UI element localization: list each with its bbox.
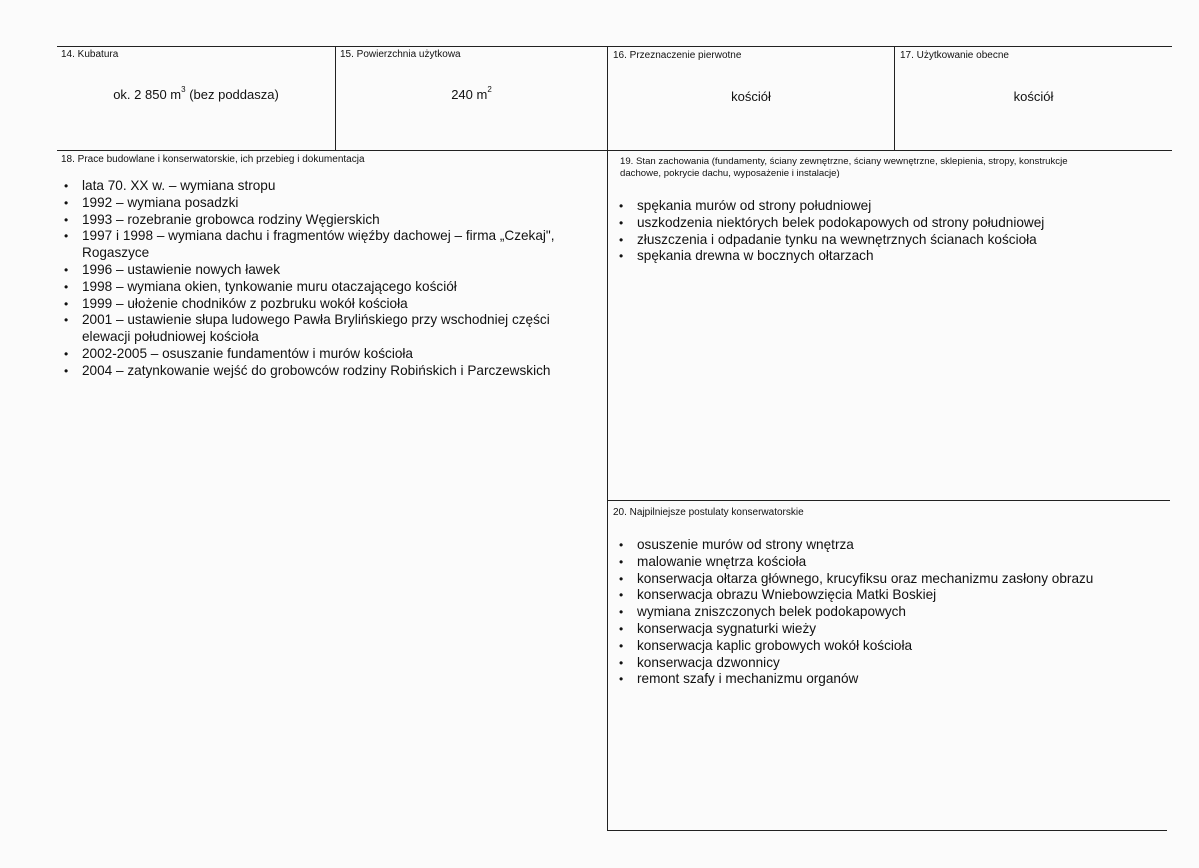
field-14-value-main: ok. 2 850 m — [113, 87, 182, 102]
field-14-value — [57, 87, 335, 102]
list-item: • wymiana zniszczonych belek podokapowych — [617, 604, 1169, 621]
list-item: • 2002-2005 – osuszanie fundamentów i murów kościoła — [62, 346, 587, 363]
list-item: • lata 70. XX w. – wymiana stropu — [62, 178, 587, 195]
list-item: • konserwacja kaplic grobowych wokół kościoła — [617, 638, 1169, 655]
list-item: • malowanie wnętrza kościoła — [617, 554, 1169, 571]
field-20-list — [617, 537, 1169, 688]
field-15-value — [336, 87, 607, 102]
rule-right-split — [607, 500, 1170, 501]
rule-col2 — [607, 46, 608, 831]
field-15-value-exponent: 2 — [487, 85, 492, 94]
field-14-value-suffix: (bez poddasza) — [185, 87, 279, 102]
field-17-label: 17. Użytkowanie obecne — [900, 50, 1009, 61]
rule-bottom — [607, 830, 1167, 831]
field-17-value: kościół — [1013, 89, 1054, 104]
list-item: • 1992 – wymiana posadzki — [62, 195, 587, 212]
field-15-label: 15. Powierzchnia użytkowa — [340, 49, 461, 60]
field-19-list — [617, 198, 1167, 265]
field-20-label: 20. Najpilniejsze postulaty konserwatorskie — [613, 507, 804, 518]
list-item: • spękania drewna w bocznych ołtarzach — [617, 248, 1167, 265]
list-item: • remont szafy i mechanizmu organów — [617, 671, 1169, 688]
field-14-value-exponent: 3 — [181, 85, 186, 94]
field-16-value: kościół — [731, 89, 771, 104]
rule-top — [57, 46, 1172, 47]
list-item: • uszkodzenia niektórych belek podokapowych od strony południowej — [617, 215, 1167, 232]
list-item: • 2004 – zatynkowanie wejść do grobowców rodziny Robińskich i Parczewskich — [62, 363, 587, 380]
field-18-label: 18. Prace budowlane i konserwatorskie, ich przebieg i dokumentacja — [61, 154, 365, 165]
list-item: • 1999 – ułożenie chodników z pozbruku wokół kościoła — [62, 296, 587, 313]
list-item: • 1996 – ustawienie nowych ławek — [62, 262, 587, 279]
rule-mid — [57, 150, 1172, 151]
list-item: • konserwacja sygnaturki wieży — [617, 621, 1169, 638]
list-item: • 1993 – rozebranie grobowca rodziny Węgierskich — [62, 212, 587, 229]
field-15-value-main: 240 m — [451, 87, 488, 102]
list-item: • osuszenie murów od strony wnętrza — [617, 537, 1169, 554]
field-18-list — [62, 178, 587, 380]
list-item: • spękania murów od strony południowej — [617, 198, 1167, 215]
list-item: • 1997 i 1998 – wymiana dachu i fragmentów więźby dachowej – firma „Czekaj", Rogaszyce — [62, 228, 587, 262]
list-item: • konserwacja obrazu Wniebowzięcia Matki Boskiej — [617, 587, 1169, 604]
field-16-label: 16. Przeznaczenie pierwotne — [613, 50, 742, 61]
field-19-label: 19. Stan zachowania (fundamenty, ściany zewnętrzne, ściany wewnętrzne, sklepienia, stropy, konstrukcje dachowe, pokrycie dachu, wyposażenie i instalacje) — [620, 156, 1068, 179]
field-14-label: 14. Kubatura — [61, 49, 119, 60]
list-item: • 1998 – wymiana okien, tynkowanie muru otaczającego kościół — [62, 279, 587, 296]
list-item: • złuszczenia i odpadanie tynku na wewnętrznych ścianach kościoła — [617, 232, 1167, 249]
list-item: • konserwacja dzwonnicy — [617, 655, 1169, 672]
list-item: • 2001 – ustawienie słupa ludowego Pawła Brylińskiego przy wschodniej części elewacji południowej kościoła — [62, 312, 587, 346]
list-item: • konserwacja ołtarza głównego, krucyfiksu oraz mechanizmu zasłony obrazu — [617, 571, 1169, 588]
